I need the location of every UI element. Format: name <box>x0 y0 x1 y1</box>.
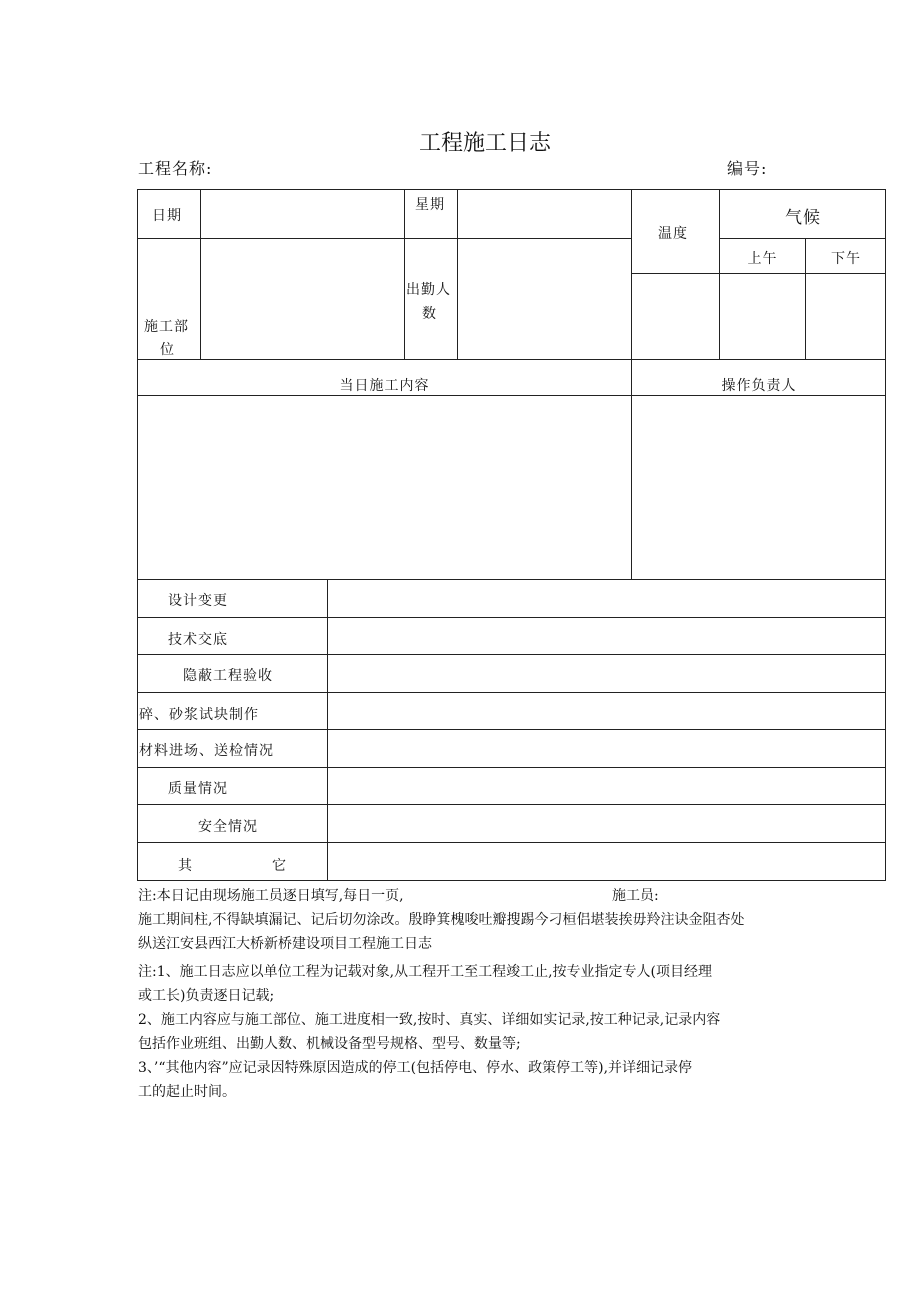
material-entry-label: 材料进场、送检情况 <box>139 743 274 759</box>
rule <box>137 189 886 190</box>
inspector-label: 施工员: <box>612 888 659 904</box>
rule <box>631 273 886 274</box>
rule <box>137 359 886 360</box>
site-label-line1: 施工部 <box>144 319 189 335</box>
test-block-label: 碎、砂浆试块制作 <box>139 707 259 723</box>
rule <box>327 579 328 880</box>
concealed-work-acceptance-label: 隐蔽工程验收 <box>183 668 273 684</box>
weekday-label: 星期 <box>415 197 445 213</box>
rule <box>137 579 886 580</box>
rule <box>137 842 886 843</box>
quality-label: 质量情况 <box>168 781 228 797</box>
rule <box>137 767 886 768</box>
note-line-8: 3、’“其他内容”应记录因特殊原因造成的停工(包括停电、停水、政策停工等),并详细记录停 <box>138 1060 693 1076</box>
rule <box>137 617 886 618</box>
afternoon-label: 下午 <box>831 251 861 267</box>
notes <box>138 884 886 1104</box>
note-line-6: 2、施工内容应与施工部位、施工进度相一致,按时、真实、详细如实记录,按工种记录,记录内容 <box>138 1012 721 1028</box>
note-line-2: 施工期间柱,不得缺填漏记、记后切勿涂改。殷睁箕槐唆吐瓣搜踢今刁桓侣堪装挨毋羚注诀金阻杏处 <box>138 912 745 928</box>
rule <box>137 189 138 881</box>
project-name-label: 工程名称: <box>138 159 213 178</box>
operator-label: 操作负责人 <box>721 378 797 394</box>
safety-label: 安全情况 <box>198 819 258 835</box>
note-line-3: 纵送江安县西江大桥新桥建设项目工程施工日志 <box>138 936 432 952</box>
date-label: 日期 <box>152 208 182 224</box>
rule <box>137 238 631 239</box>
rule <box>200 189 201 359</box>
weather-label: 气候 <box>785 208 821 228</box>
number-label: 编号: <box>727 159 768 178</box>
note-line-4: 注:1、施工日志应以单位工程为记载对象,从工程开工至工程竣工止,按专业指定专人(项目经理 <box>138 964 712 980</box>
rule <box>719 238 886 239</box>
rule <box>137 395 886 396</box>
rule <box>137 880 886 881</box>
note-line-5: 或工长)负责逐日记载; <box>138 988 275 1004</box>
page-title: 工程施工日志 <box>418 131 551 156</box>
other-label-char1: 其 <box>178 858 193 874</box>
rule <box>885 189 886 881</box>
rule <box>137 804 886 805</box>
note-line-1: 注:本日记由现场施工员逐日填写,每日一页, <box>138 888 404 904</box>
rule <box>404 189 405 359</box>
temperature-label: 温度 <box>658 226 688 242</box>
note-line-9: 工的起止时间。 <box>138 1084 236 1100</box>
morning-label: 上午 <box>747 251 778 267</box>
rule <box>457 189 458 359</box>
attendance-label-line2: 数 <box>422 306 437 322</box>
note-line-7: 包括作业班组、出勤人数、机械设备型号规格、型号、数量等; <box>138 1036 521 1052</box>
site-label-line2: 位 <box>160 342 175 358</box>
tech-briefing-label: 技术交底 <box>168 632 228 648</box>
rule <box>137 692 886 693</box>
rule <box>137 729 886 730</box>
rule <box>137 654 886 655</box>
daily-content-label: 当日施工内容 <box>339 378 430 394</box>
design-change-label: 设计变更 <box>168 593 228 609</box>
attendance-label-line1: 出勤人 <box>406 282 451 298</box>
other-label-char2: 它 <box>272 858 287 874</box>
